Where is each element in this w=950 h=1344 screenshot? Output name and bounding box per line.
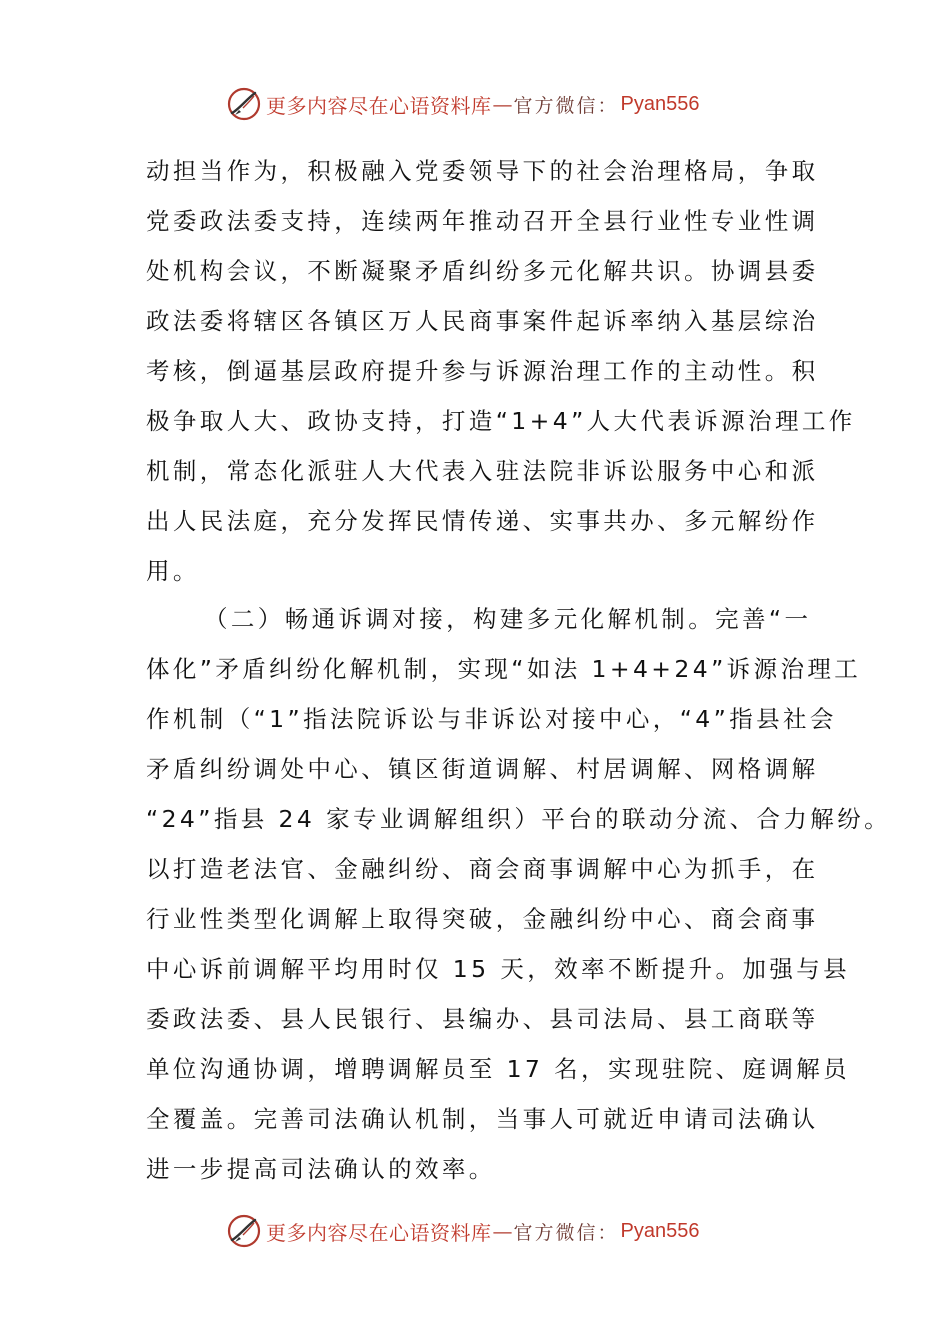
- watermark-brand: 更多内容尽在心语资料库: [266, 1220, 492, 1245]
- watermark-account: Pyan556: [620, 92, 700, 115]
- text-line: 政法委将辖区各镇区万人民商事案件起诉率纳入基层综治: [146, 307, 819, 335]
- watermark-dash: —: [492, 92, 513, 116]
- text-line: 出人民法庭，充分发挥民情传递、实事共办、多元解纷作: [146, 507, 819, 535]
- watermark-account: Pyan556: [620, 1219, 700, 1242]
- watermark-label: 官方微信：: [513, 1221, 619, 1244]
- text-line: 动担当作为，积极融入党委领导下的社会治理格局，争取: [146, 157, 819, 185]
- text-line: 进一步提高司法确认的效率。: [146, 1155, 496, 1183]
- text-line: “24”指县 24 家专业调解组织）平台的联动分流、合力解纷。: [146, 805, 891, 833]
- text-line: 矛盾纠纷调处中心、镇区街道调解、村居调解、网格调解: [146, 755, 819, 783]
- text-line: 行业性类型化调解上取得突破，金融纠纷中心、商会商事: [146, 905, 819, 933]
- pen-logo-icon: [226, 86, 262, 122]
- watermark-label: 官方微信：: [513, 94, 619, 117]
- watermark-dash: —: [492, 1219, 513, 1243]
- watermark-brand: 更多内容尽在心语资料库: [266, 93, 492, 118]
- text-line: 作机制（“1”指法院诉讼与非诉讼对接中心，“4”指县社会: [146, 705, 837, 733]
- text-line: 全覆盖。完善司法确认机制，当事人可就近申请司法确认: [146, 1105, 819, 1133]
- header-watermark: [226, 84, 699, 124]
- text-line: 委政法委、县人民银行、县编办、县司法局、县工商联等: [146, 1005, 819, 1033]
- text-line: 机制，常态化派驻人大代表入驻法院非诉讼服务中心和派: [146, 457, 819, 485]
- text-line: 党委政法委支持，连续两年推动召开全县行业性专业性调: [146, 207, 819, 235]
- text-line: 处机构会议，不断凝聚矛盾纠纷多元化解共识。协调县委: [146, 257, 819, 285]
- text-line: 极争取人大、政协支持，打造“1+4”人大代表诉源治理工作: [146, 407, 856, 435]
- text-line: 单位沟通协调，增聘调解员至 17 名，实现驻院、庭调解员: [146, 1055, 851, 1083]
- text-line: 考核，倒逼基层政府提升参与诉源治理工作的主动性。积: [146, 357, 819, 385]
- section-heading-line: （二）畅通诉调对接，构建多元化解机制。完善“一: [204, 605, 812, 633]
- text-line: 用。: [146, 557, 200, 585]
- footer-watermark: [226, 1211, 699, 1251]
- text-line: 以打造老法官、金融纠纷、商会商事调解中心为抓手，在: [146, 855, 819, 883]
- pen-logo-icon: [226, 1213, 262, 1249]
- text-line: 体化”矛盾纠纷化解机制，实现“如法 1+4+24”诉源治理工: [146, 655, 862, 683]
- text-line: 中心诉前调解平均用时仅 15 天，效率不断提升。加强与县: [146, 955, 851, 983]
